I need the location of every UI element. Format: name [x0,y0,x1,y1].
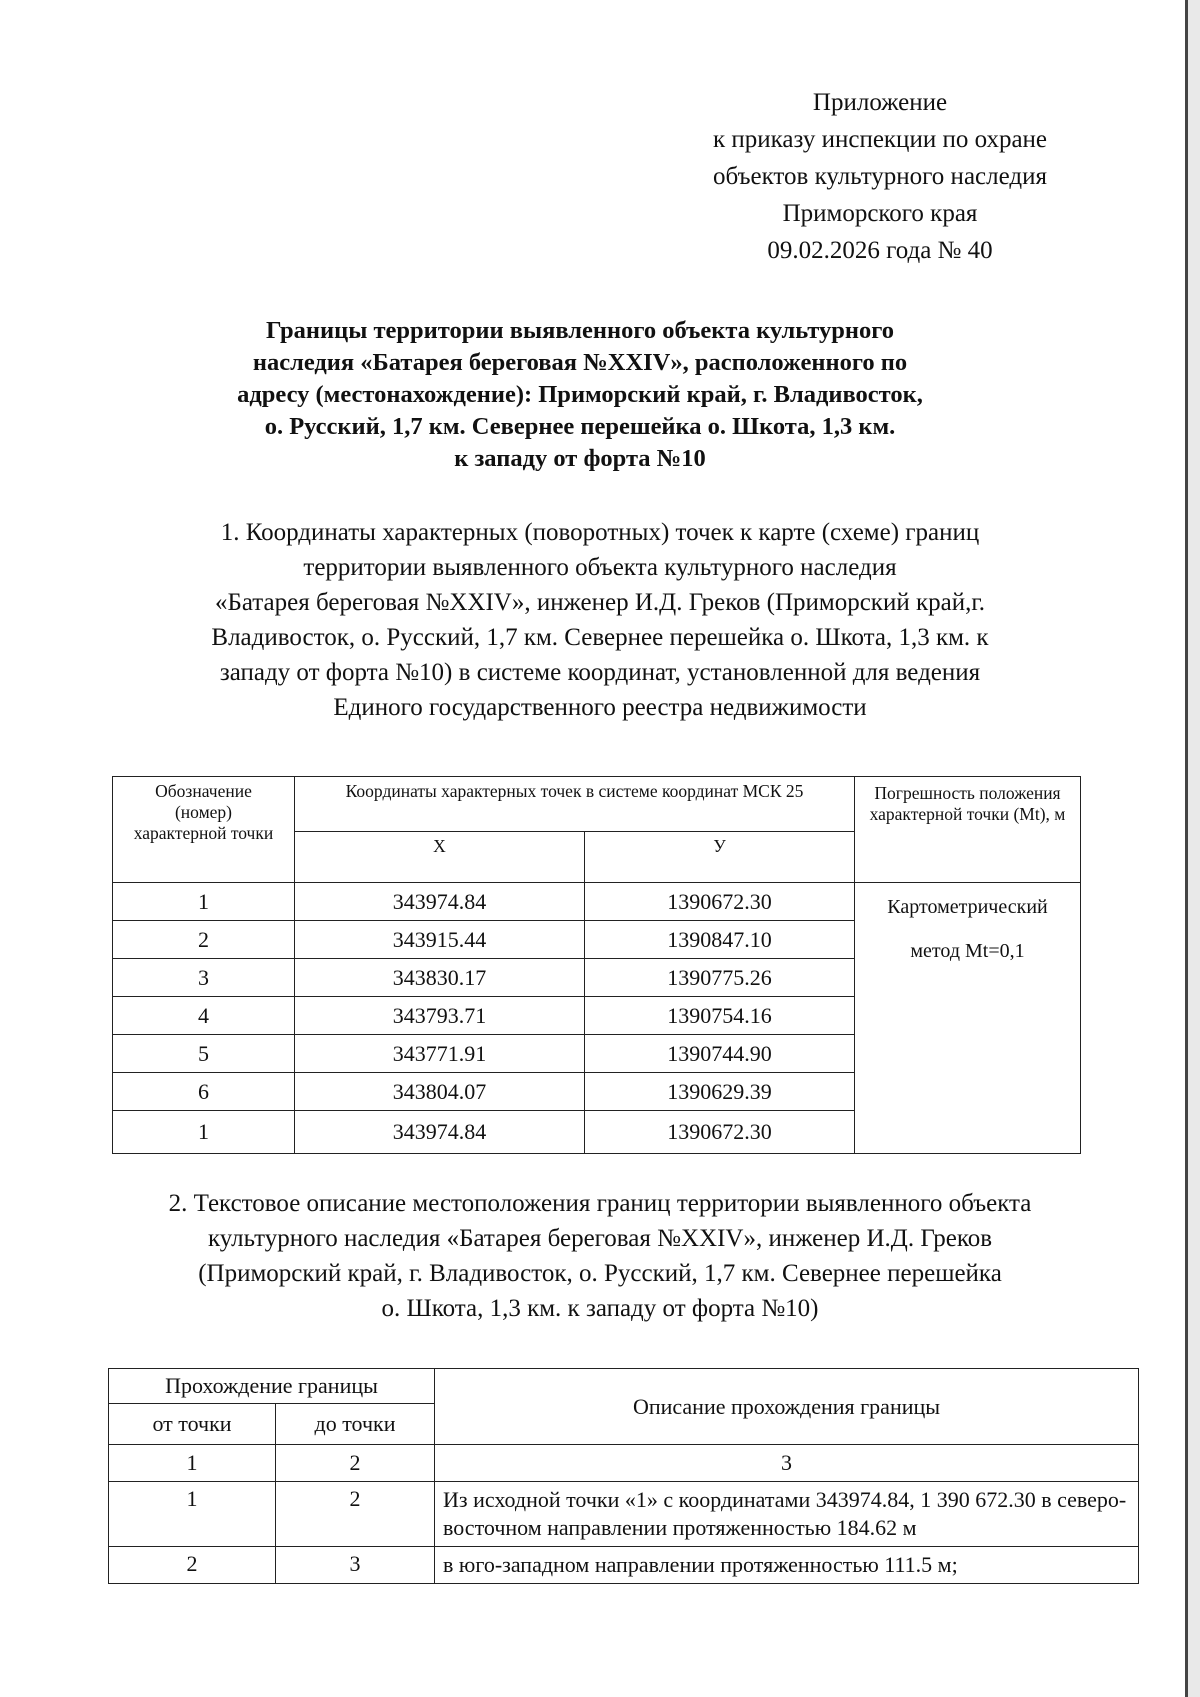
x-coordinate: 343915.44 [295,921,585,959]
appendix-line: к приказу инспекции по охране [712,126,1048,153]
document-title [170,315,990,475]
section-line: (Приморский край, г. Владивосток, о. Русский, 1,7 км. Севернее перешейка [198,1260,1002,1287]
coordinates-table [112,776,1081,1154]
y-coordinate: 1390775.26 [585,959,855,997]
point-number: 6 [113,1073,295,1111]
section-line: 1. Координаты характерных (поворотных) точек к карте (схеме) границ [220,519,980,546]
header-description: Описание прохождения границы [435,1369,1139,1445]
boundary-description-table [108,1368,1139,1584]
from-point: 1 [109,1482,276,1547]
x-coordinate: 343793.71 [295,997,585,1035]
y-coordinate: 1390629.39 [585,1073,855,1111]
x-coordinate: 343830.17 [295,959,585,997]
title-line: адресу (местонахождение): Приморский край, г. Владивосток, [237,381,923,408]
appendix-line: Приморского края [782,200,978,227]
point-number: 1 [113,1111,295,1154]
y-coordinate: 1390847.10 [585,921,855,959]
section-1-heading [110,515,1090,725]
title-line: о. Русский, 1,7 км. Севернее перешейка о. Шкота, 1,3 км. [264,413,896,440]
title-line: к западу от форта №10 [454,445,706,472]
boundary-description: в юго-западном направлении протяженностью 111.5 м; [435,1547,1139,1584]
header-x: Х [295,832,585,883]
appendix-line: объектов культурного наследия [713,163,1047,190]
title-line: наследия «Батарея береговая №XXIV», расположенного по [252,349,908,376]
table-row [109,1482,1139,1547]
header-point-number: Обозначение (номер) характерной точки [113,777,295,883]
section-line: Владивосток, о. Русский, 1,7 км. Севернее перешейка о. Шкота, 1,3 км. к [211,624,989,651]
header-from-point: от точки [109,1404,276,1445]
x-coordinate: 343804.07 [295,1073,585,1111]
section-line: культурного наследия «Батарея береговая №XXIV», инженер И.Д. Греков [207,1225,993,1252]
column-number: 1 [109,1445,276,1482]
scan-edge-line [1185,0,1188,1697]
point-number: 5 [113,1035,295,1073]
point-number: 3 [113,959,295,997]
scan-edge-shadow [1188,0,1200,1697]
column-number: 2 [276,1445,435,1482]
to-point: 2 [276,1482,435,1547]
section-line: территории выявленного объекта культурного наследия [303,554,897,581]
header-coordinates: Координаты характерных точек в системе координат МСК 25 [295,777,855,832]
error-method [855,883,1081,1154]
x-coordinate: 343974.84 [295,1111,585,1154]
title-line: Границы территории выявленного объекта культурного [265,317,895,344]
point-number: 1 [113,883,295,921]
column-numbers-row [109,1445,1139,1482]
section-line: Единого государственного реестра недвижимости [333,694,867,721]
y-coordinate: 1390754.16 [585,997,855,1035]
boundary-description: Из исходной точки «1» с координатами 343974.84, 1 390 672.30 в северо-восточном направлении протяженностью 184.62 м [435,1482,1139,1547]
x-coordinate: 343771.91 [295,1035,585,1073]
header-y: У [585,832,855,883]
header-boundary-passage: Прохождение границы [109,1369,435,1404]
section-line: о. Шкота, 1,3 км. к западу от форта №10) [381,1295,819,1322]
appendix-date-number: 09.02.2026 года № 40 [767,237,993,264]
point-number: 2 [113,921,295,959]
x-coordinate: 343974.84 [295,883,585,921]
column-number: 3 [435,1445,1139,1482]
header-to-point: до точки [276,1404,435,1445]
appendix-line: Приложение [812,89,948,116]
y-coordinate: 1390672.30 [585,883,855,921]
point-number: 4 [113,997,295,1035]
y-coordinate: 1390744.90 [585,1035,855,1073]
from-point: 2 [109,1547,276,1584]
appendix-header [660,84,1100,269]
error-method-line: метод Mt=0,1 [910,940,1025,962]
to-point: 3 [276,1547,435,1584]
table-row [109,1547,1139,1584]
section-line: 2. Текстовое описание местоположения границ территории выявленного объекта [168,1190,1032,1217]
section-2-heading [100,1186,1100,1326]
section-line: западу от форта №10) в системе координат, установленной для ведения [219,659,981,686]
table-row [113,883,1081,921]
header-error: Погрешность положения характерной точки (Mt), м [855,777,1081,883]
section-line: «Батарея береговая №XXIV», инженер И.Д. Греков (Приморский край,г. [214,589,986,616]
y-coordinate: 1390672.30 [585,1111,855,1154]
error-method-line: Картометрический [887,896,1048,918]
